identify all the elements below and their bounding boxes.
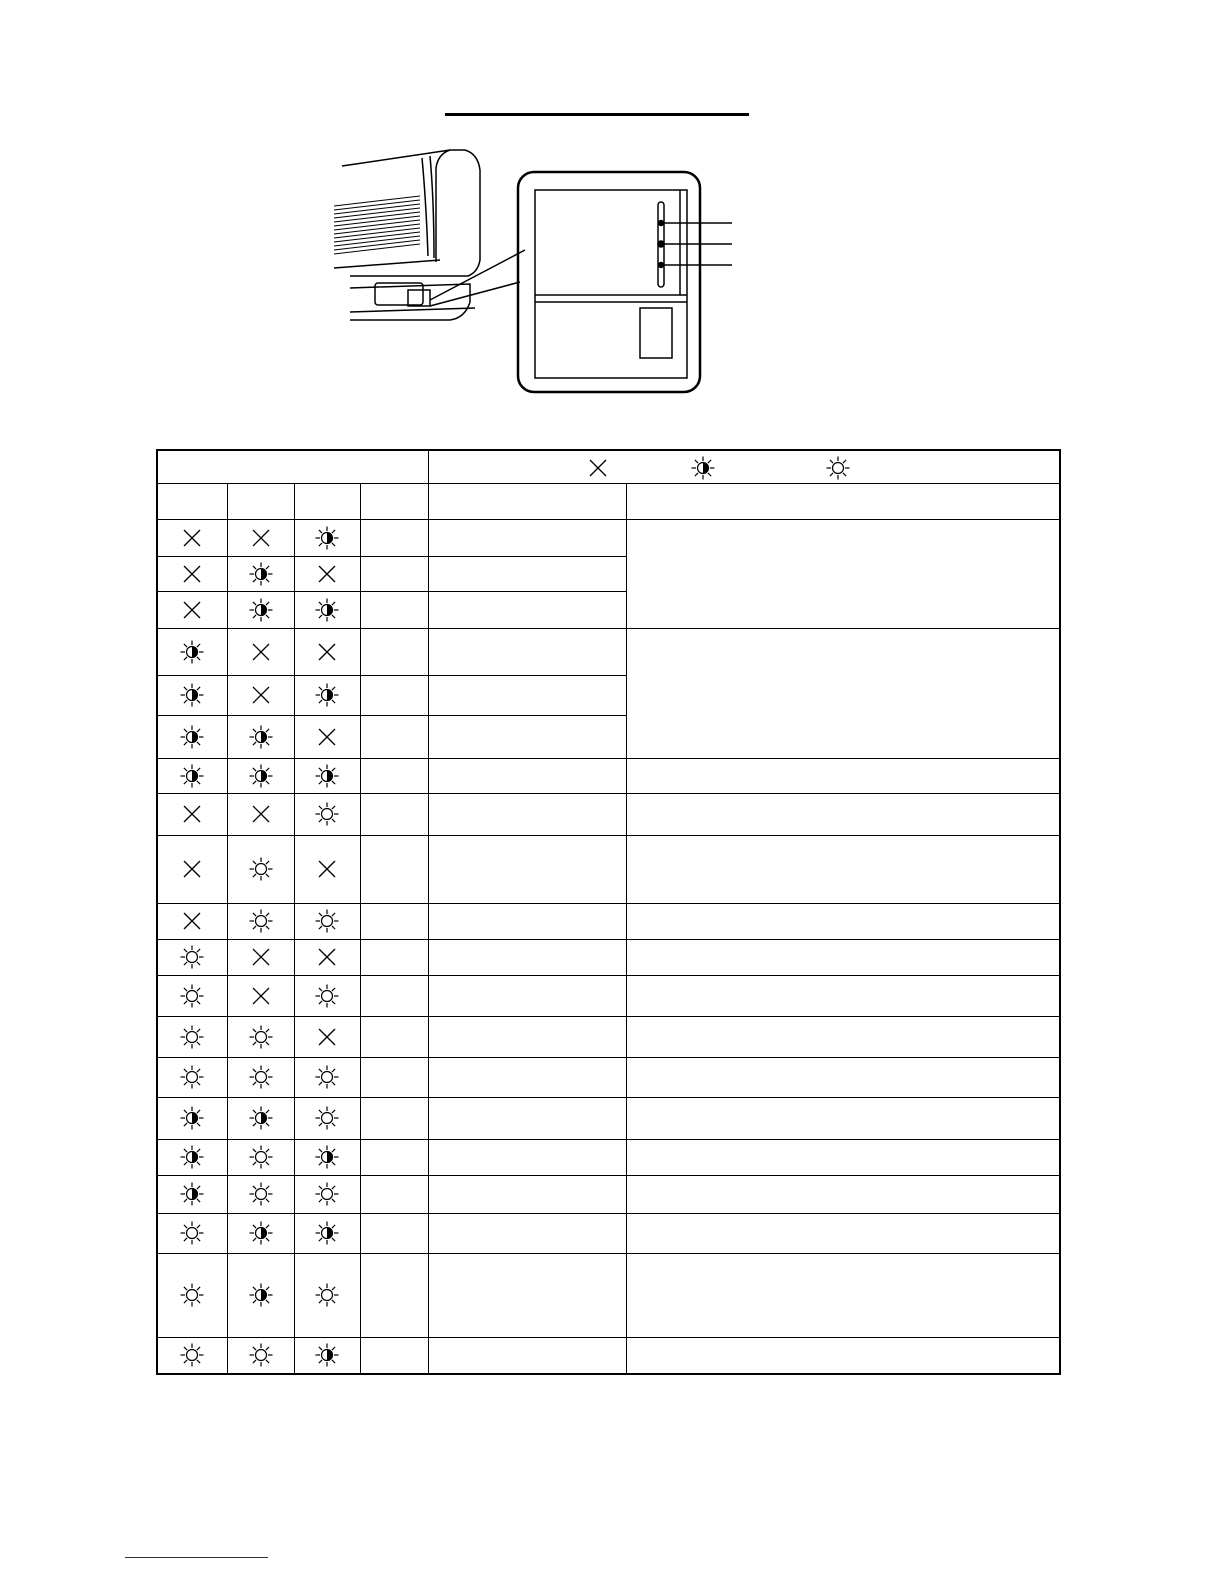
description-cell [626,519,1060,628]
led-blink-icon [249,598,273,622]
led-1-cell [157,519,227,556]
description-cell [626,1213,1060,1253]
led-3-cell [294,835,360,903]
led-on-icon [180,1025,204,1049]
led-3-cell [294,1016,360,1057]
table-row [157,1097,1060,1139]
led-on-icon [315,1065,339,1089]
led-2-cell [227,519,294,556]
led-off-icon [249,802,273,826]
led-blink-icon [249,764,273,788]
code-cell [360,1175,428,1213]
description-cell [626,1097,1060,1139]
code-cell [360,1213,428,1253]
table-row [157,903,1060,939]
led-blink-icon [315,1221,339,1245]
led-2-cell [227,591,294,628]
led-on-icon [315,1182,339,1206]
code-cell [360,556,428,591]
led-off-icon [180,802,204,826]
description-cell [626,628,1060,758]
code-cell [360,758,428,793]
fault-cell [428,628,626,675]
table-row [157,1175,1060,1213]
led-3-cell [294,591,360,628]
led-2-cell [227,903,294,939]
fault-cell [428,1097,626,1139]
led-3-cell [294,519,360,556]
code-cell [360,1097,428,1139]
led-off-icon [249,984,273,1008]
led-3-cell [294,1337,360,1374]
description-cell [626,1253,1060,1337]
led-2-cell [227,793,294,835]
led-1-cell [157,1213,227,1253]
table-row [157,628,1060,675]
led-2-cell [227,1213,294,1253]
led-on-icon [315,802,339,826]
code-cell [360,1057,428,1097]
led-blink-icon [180,1145,204,1169]
led-1-cell [157,675,227,715]
led-2-cell [227,1337,294,1374]
description-cell [626,758,1060,793]
led-2-cell [227,1139,294,1175]
led-blink-icon [315,598,339,622]
code-cell [360,1139,428,1175]
led-blink-icon [180,1106,204,1130]
led-on-icon [249,1025,273,1049]
fault-cell [428,1253,626,1337]
led-on-icon [249,1065,273,1089]
column-header-led3 [294,483,360,519]
fault-cell [428,975,626,1016]
led-1-cell [157,1337,227,1374]
led-2-cell [227,939,294,975]
led-on-icon [249,909,273,933]
led-1-cell [157,1175,227,1213]
led-blink-icon [249,1106,273,1130]
table-row [157,1139,1060,1175]
led-on-icon [180,1343,204,1367]
led-on-icon [249,1343,273,1367]
led-2-cell [227,1253,294,1337]
led-1-cell [157,556,227,591]
code-cell [360,939,428,975]
code-cell [360,628,428,675]
footer-link-underline [125,1557,268,1558]
code-cell [360,835,428,903]
fault-cell [428,715,626,758]
led-blink-icon [315,683,339,707]
led-3-cell [294,556,360,591]
fault-cell [428,1175,626,1213]
fault-cell [428,519,626,556]
fault-cell [428,939,626,975]
led-blink-icon [315,1145,339,1169]
led-1-cell [157,793,227,835]
code-cell [360,591,428,628]
code-cell [360,793,428,835]
led-2-cell [227,675,294,715]
table-header-row [157,450,1060,483]
led-on-icon [249,1145,273,1169]
column-header-description [626,483,1060,519]
legend-blink-icon [691,456,715,480]
column-header-led1 [157,483,227,519]
led-blink-icon [249,562,273,586]
fault-cell [428,1057,626,1097]
led-3-cell [294,628,360,675]
led-2-cell [227,1057,294,1097]
led-2-cell [227,628,294,675]
led-1-cell [157,939,227,975]
indoor-unit-illustration [330,140,750,400]
code-cell [360,1337,428,1374]
description-cell [626,793,1060,835]
fault-cell [428,591,626,628]
description-cell [626,975,1060,1016]
led-off-icon [180,909,204,933]
led-1-cell [157,1139,227,1175]
table-row [157,793,1060,835]
led-blink-icon [249,725,273,749]
led-3-cell [294,1213,360,1253]
led-1-cell [157,591,227,628]
description-cell [626,939,1060,975]
fault-cell [428,1016,626,1057]
table-row [157,1253,1060,1337]
legend-off-icon [586,456,610,480]
led-on-icon [315,984,339,1008]
led-off-icon [315,640,339,664]
led-3-cell [294,903,360,939]
led-1-cell [157,715,227,758]
led-blink-icon [315,764,339,788]
column-header-code [360,483,428,519]
led-off-icon [315,562,339,586]
led-1-cell [157,835,227,903]
code-cell [360,715,428,758]
led-3-cell [294,975,360,1016]
led-blink-icon [249,1283,273,1307]
fault-cell [428,758,626,793]
led-2-cell [227,1016,294,1057]
table-row [157,1337,1060,1374]
led-blink-icon [249,1221,273,1245]
code-cell [360,975,428,1016]
fault-cell [428,1139,626,1175]
led-blink-icon [180,1182,204,1206]
led-off-icon [249,683,273,707]
led-1-cell [157,1016,227,1057]
fault-cell [428,1213,626,1253]
led-off-icon [249,640,273,664]
led-1-cell [157,1097,227,1139]
led-blink-icon [315,526,339,550]
led-3-cell [294,715,360,758]
table-row [157,1016,1060,1057]
led-3-cell [294,1175,360,1213]
led-blink-icon [180,725,204,749]
table-row [157,1213,1060,1253]
table-row [157,975,1060,1016]
led-on-icon [180,1283,204,1307]
led-off-icon [180,526,204,550]
code-cell [360,903,428,939]
led-on-icon [315,1106,339,1130]
legend-cell [428,450,1060,483]
led-2-cell [227,1175,294,1213]
led-on-icon [249,1182,273,1206]
led-off-icon [315,945,339,969]
led-1-cell [157,628,227,675]
led-off-icon [180,562,204,586]
led-3-cell [294,675,360,715]
led-on-icon [180,1065,204,1089]
code-cell [360,1016,428,1057]
description-cell [626,1016,1060,1057]
column-header-row [157,483,1060,519]
led-off-icon [180,857,204,881]
table-row [157,758,1060,793]
led-1-cell [157,903,227,939]
led-off-icon [180,598,204,622]
led-blink-icon [180,640,204,664]
led-blink-icon [180,683,204,707]
led-on-icon [180,945,204,969]
led-1-cell [157,1057,227,1097]
description-cell [626,1337,1060,1374]
led-status-table [156,449,1061,1375]
led-off-icon [315,1025,339,1049]
led-3-cell [294,939,360,975]
led-2-cell [227,975,294,1016]
table-row [157,835,1060,903]
fault-cell [428,835,626,903]
description-cell [626,835,1060,903]
description-cell [626,1175,1060,1213]
led-3-cell [294,758,360,793]
column-header-fault [428,483,626,519]
table-row [157,1057,1060,1097]
led-3-cell [294,1057,360,1097]
led-3-cell [294,1139,360,1175]
fault-cell [428,793,626,835]
fault-cell [428,675,626,715]
led-3-cell [294,1253,360,1337]
header-group-cell [157,450,428,483]
led-on-icon [315,909,339,933]
fault-cell [428,1337,626,1374]
fault-cell [428,556,626,591]
led-1-cell [157,1253,227,1337]
led-2-cell [227,556,294,591]
led-blink-icon [315,1343,339,1367]
led-on-icon [249,857,273,881]
led-on-icon [180,984,204,1008]
led-1-cell [157,758,227,793]
fault-cell [428,903,626,939]
led-blink-icon [180,764,204,788]
led-off-icon [249,945,273,969]
led-2-cell [227,758,294,793]
led-3-cell [294,793,360,835]
led-off-icon [315,857,339,881]
led-off-icon [315,725,339,749]
led-off-icon [249,526,273,550]
code-cell [360,519,428,556]
description-cell [626,903,1060,939]
led-2-cell [227,835,294,903]
title-underline [445,113,749,116]
code-cell [360,675,428,715]
code-cell [360,1253,428,1337]
description-cell [626,1139,1060,1175]
led-on-icon [315,1283,339,1307]
table-row [157,939,1060,975]
led-1-cell [157,975,227,1016]
column-header-led2 [227,483,294,519]
table-row [157,519,1060,556]
led-3-cell [294,1097,360,1139]
legend-on-icon [826,456,850,480]
led-on-icon [180,1221,204,1245]
led-2-cell [227,715,294,758]
description-cell [626,1057,1060,1097]
led-2-cell [227,1097,294,1139]
